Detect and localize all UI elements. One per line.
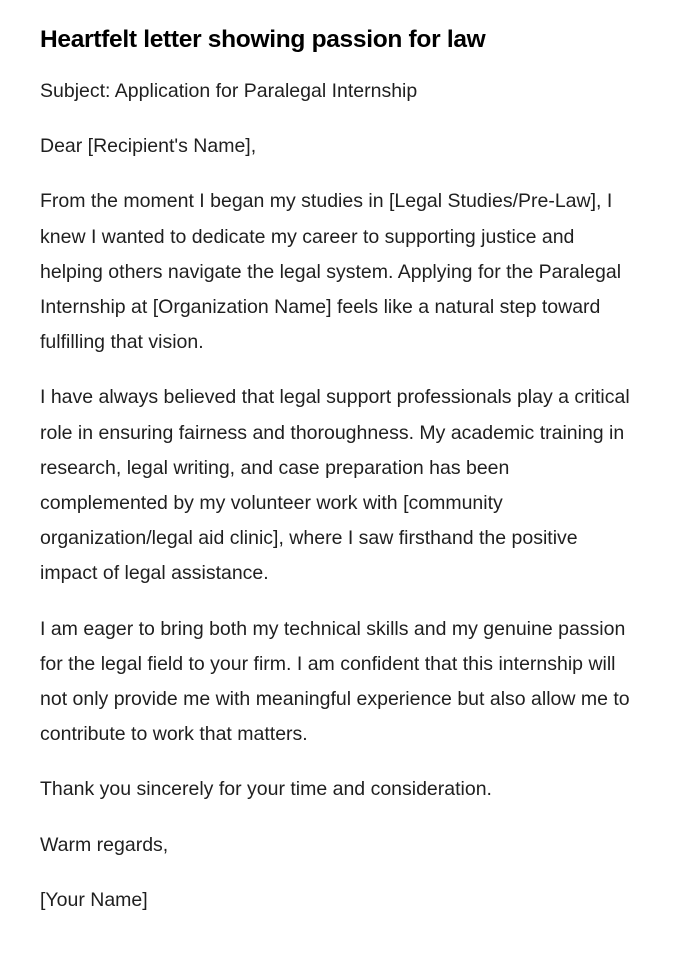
salutation: Dear [Recipient's Name], <box>40 135 257 158</box>
closing: Warm regards, <box>40 833 169 856</box>
letter-document <box>40 22 640 938</box>
body-paragraph-1: From the moment I began my studies in [Legal Studies/Pre-Law], I knew I wanted to dedicate my career to supporting justice and helping others navigate the legal system. Applying for the Paralegal Internship at [Organization Name] feels like a natural step toward fulfilling that vision. <box>40 190 622 354</box>
thank-you-line: Thank you sincerely for your time and consideration. <box>40 778 492 801</box>
signature-placeholder: [Your Name] <box>40 888 148 911</box>
body-paragraph-2: I have always believed that legal support professionals play a critical role in ensuring fairness and thoroughness. My academic training in research, legal writing, and case preparation has been complemented by my volunteer work with [community organization/legal aid clinic], where I saw firsthand the positive impact of legal assistance. <box>40 386 630 585</box>
subject-line: Subject: Application for Paralegal Internship <box>40 80 418 102</box>
document-title: Heartfelt letter showing passion for law <box>40 26 486 53</box>
body-paragraph-3: I am eager to bring both my technical skills and my genuine passion for the legal field to your firm. I am confident that this internship will not only provide me with meaningful experience but also allow me to contribute to work that matters. <box>40 617 630 746</box>
